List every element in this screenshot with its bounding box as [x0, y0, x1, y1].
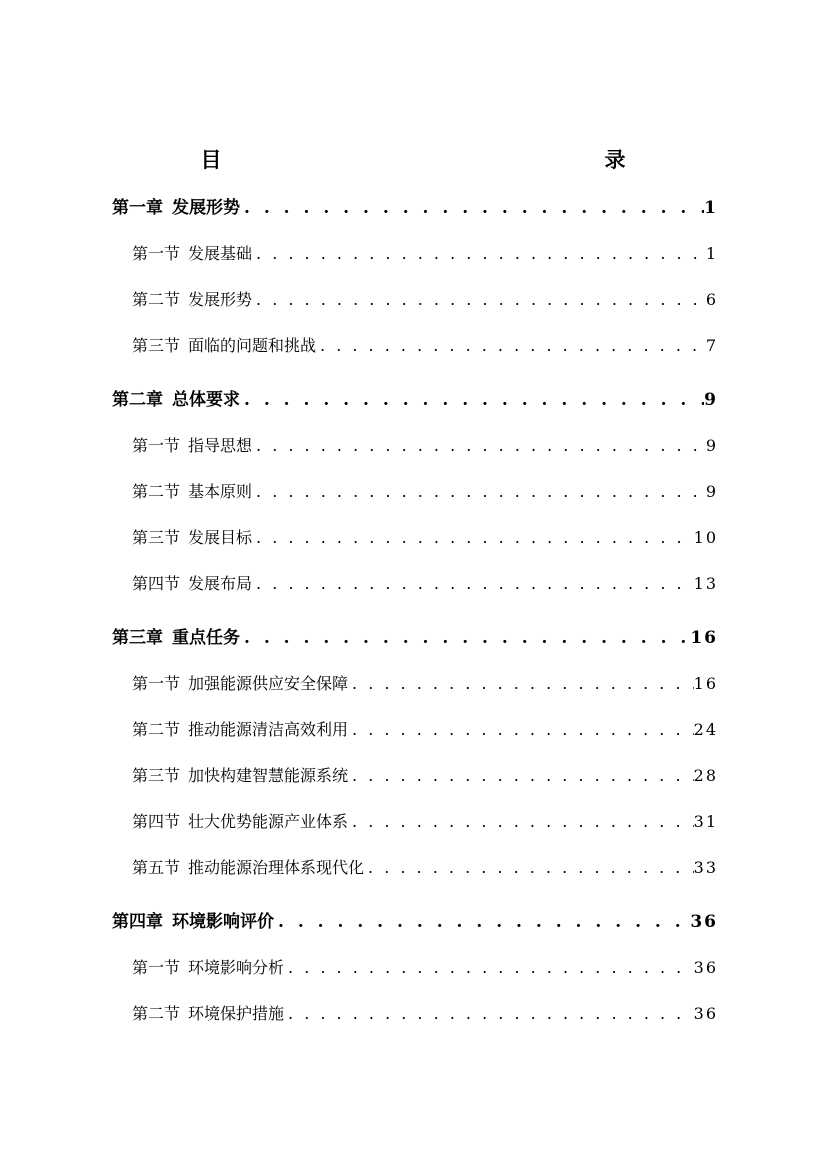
- chapter-title: 环境影响评价: [172, 912, 274, 932]
- section-title: 加强能源供应安全保障: [188, 674, 349, 693]
- chapter-number: 第三章: [112, 628, 163, 648]
- page-number: 16: [693, 674, 718, 693]
- chapter-number: 第四章: [112, 912, 163, 932]
- toc-section-4-2[interactable]: [112, 991, 718, 1037]
- section-title: 发展形势: [188, 290, 253, 309]
- dot-leader: [348, 753, 694, 799]
- toc-section-3-1[interactable]: [112, 661, 718, 707]
- section-title: 发展基础: [188, 244, 253, 263]
- table-of-contents: [112, 185, 718, 1037]
- dot-leader: [284, 991, 694, 1037]
- section-title: 加快构建智慧能源系统: [188, 766, 349, 785]
- section-title: 环境影响分析: [188, 958, 285, 977]
- toc-section-1-1[interactable]: [112, 231, 718, 277]
- section-number: 第四节: [132, 812, 181, 831]
- page-number: 36: [690, 912, 718, 932]
- page-number: 1: [705, 244, 718, 263]
- toc-section-3-5[interactable]: [112, 845, 718, 891]
- section-title: 基本原则: [188, 482, 253, 501]
- page-number: 28: [693, 766, 718, 785]
- chapter-number: 第一章: [112, 198, 163, 218]
- section-title: 壮大优势能源产业体系: [188, 812, 349, 831]
- dot-leader: [252, 423, 706, 469]
- dot-leader: [348, 661, 694, 707]
- section-number: 第二节: [132, 720, 181, 739]
- toc-section-1-2[interactable]: [112, 277, 718, 323]
- page-number: 36: [693, 958, 718, 977]
- chapter-title: 重点任务: [172, 628, 240, 648]
- section-number: 第二节: [132, 482, 181, 501]
- toc-chapter-4[interactable]: [112, 899, 718, 945]
- toc-section-3-3[interactable]: [112, 753, 718, 799]
- dot-leader: [252, 231, 706, 277]
- page-number: 10: [693, 528, 718, 547]
- toc-section-1-3[interactable]: [112, 323, 718, 369]
- page-number: 24: [693, 720, 718, 739]
- section-number: 第三节: [132, 528, 181, 547]
- toc-section-3-2[interactable]: [112, 707, 718, 753]
- dot-leader: [284, 945, 694, 991]
- toc-section-3-4[interactable]: [112, 799, 718, 845]
- dot-leader: [316, 323, 706, 369]
- dot-leader: [274, 899, 690, 945]
- chapter-title: 总体要求: [172, 390, 240, 410]
- section-number: 第一节: [132, 674, 181, 693]
- toc-chapter-3[interactable]: [112, 615, 718, 661]
- dot-leader: [252, 469, 706, 515]
- section-title: 发展目标: [188, 528, 253, 547]
- toc-section-2-2[interactable]: [112, 469, 718, 515]
- toc-section-4-1[interactable]: [112, 945, 718, 991]
- section-number: 第三节: [132, 336, 181, 355]
- page-number: 13: [693, 574, 718, 593]
- toc-chapter-2[interactable]: [112, 377, 718, 423]
- section-number: 第一节: [132, 436, 181, 455]
- chapter-number: 第二章: [112, 390, 163, 410]
- dot-leader: [252, 277, 706, 323]
- dot-leader: [252, 561, 694, 607]
- section-number: 第三节: [132, 766, 181, 785]
- page-number: 9: [704, 390, 718, 410]
- section-number: 第二节: [132, 290, 181, 309]
- toc-title: 目 录: [200, 147, 706, 172]
- dot-leader: [348, 707, 694, 753]
- section-title: 推动能源清洁高效利用: [188, 720, 349, 739]
- section-title: 面临的问题和挑战: [188, 336, 317, 355]
- section-number: 第一节: [132, 958, 181, 977]
- page-number: 9: [705, 436, 718, 455]
- page-number: 9: [705, 482, 718, 501]
- page-number: 31: [693, 812, 718, 831]
- toc-section-2-4[interactable]: [112, 561, 718, 607]
- toc-chapter-1[interactable]: [112, 185, 718, 231]
- toc-section-2-3[interactable]: [112, 515, 718, 561]
- page-number: 36: [693, 1004, 718, 1023]
- section-number: 第二节: [132, 1004, 181, 1023]
- section-number: 第一节: [132, 244, 181, 263]
- dot-leader: [252, 515, 694, 561]
- dot-leader: [348, 799, 694, 845]
- toc-section-2-1[interactable]: [112, 423, 718, 469]
- section-number: 第四节: [132, 574, 181, 593]
- dot-leader: [240, 377, 704, 423]
- chapter-title: 发展形势: [172, 198, 240, 218]
- page-number: 6: [705, 290, 718, 309]
- page-number: 33: [693, 858, 718, 877]
- section-title: 发展布局: [188, 574, 253, 593]
- page-number: 1: [704, 198, 718, 218]
- page-number: 16: [690, 628, 718, 648]
- section-title: 指导思想: [188, 436, 253, 455]
- section-title: 推动能源治理体系现代化: [188, 858, 365, 877]
- section-number: 第五节: [132, 858, 181, 877]
- page-number: 7: [705, 336, 718, 355]
- section-title: 环境保护措施: [188, 1004, 285, 1023]
- dot-leader: [240, 185, 704, 231]
- dot-leader: [364, 845, 694, 891]
- dot-leader: [240, 615, 690, 661]
